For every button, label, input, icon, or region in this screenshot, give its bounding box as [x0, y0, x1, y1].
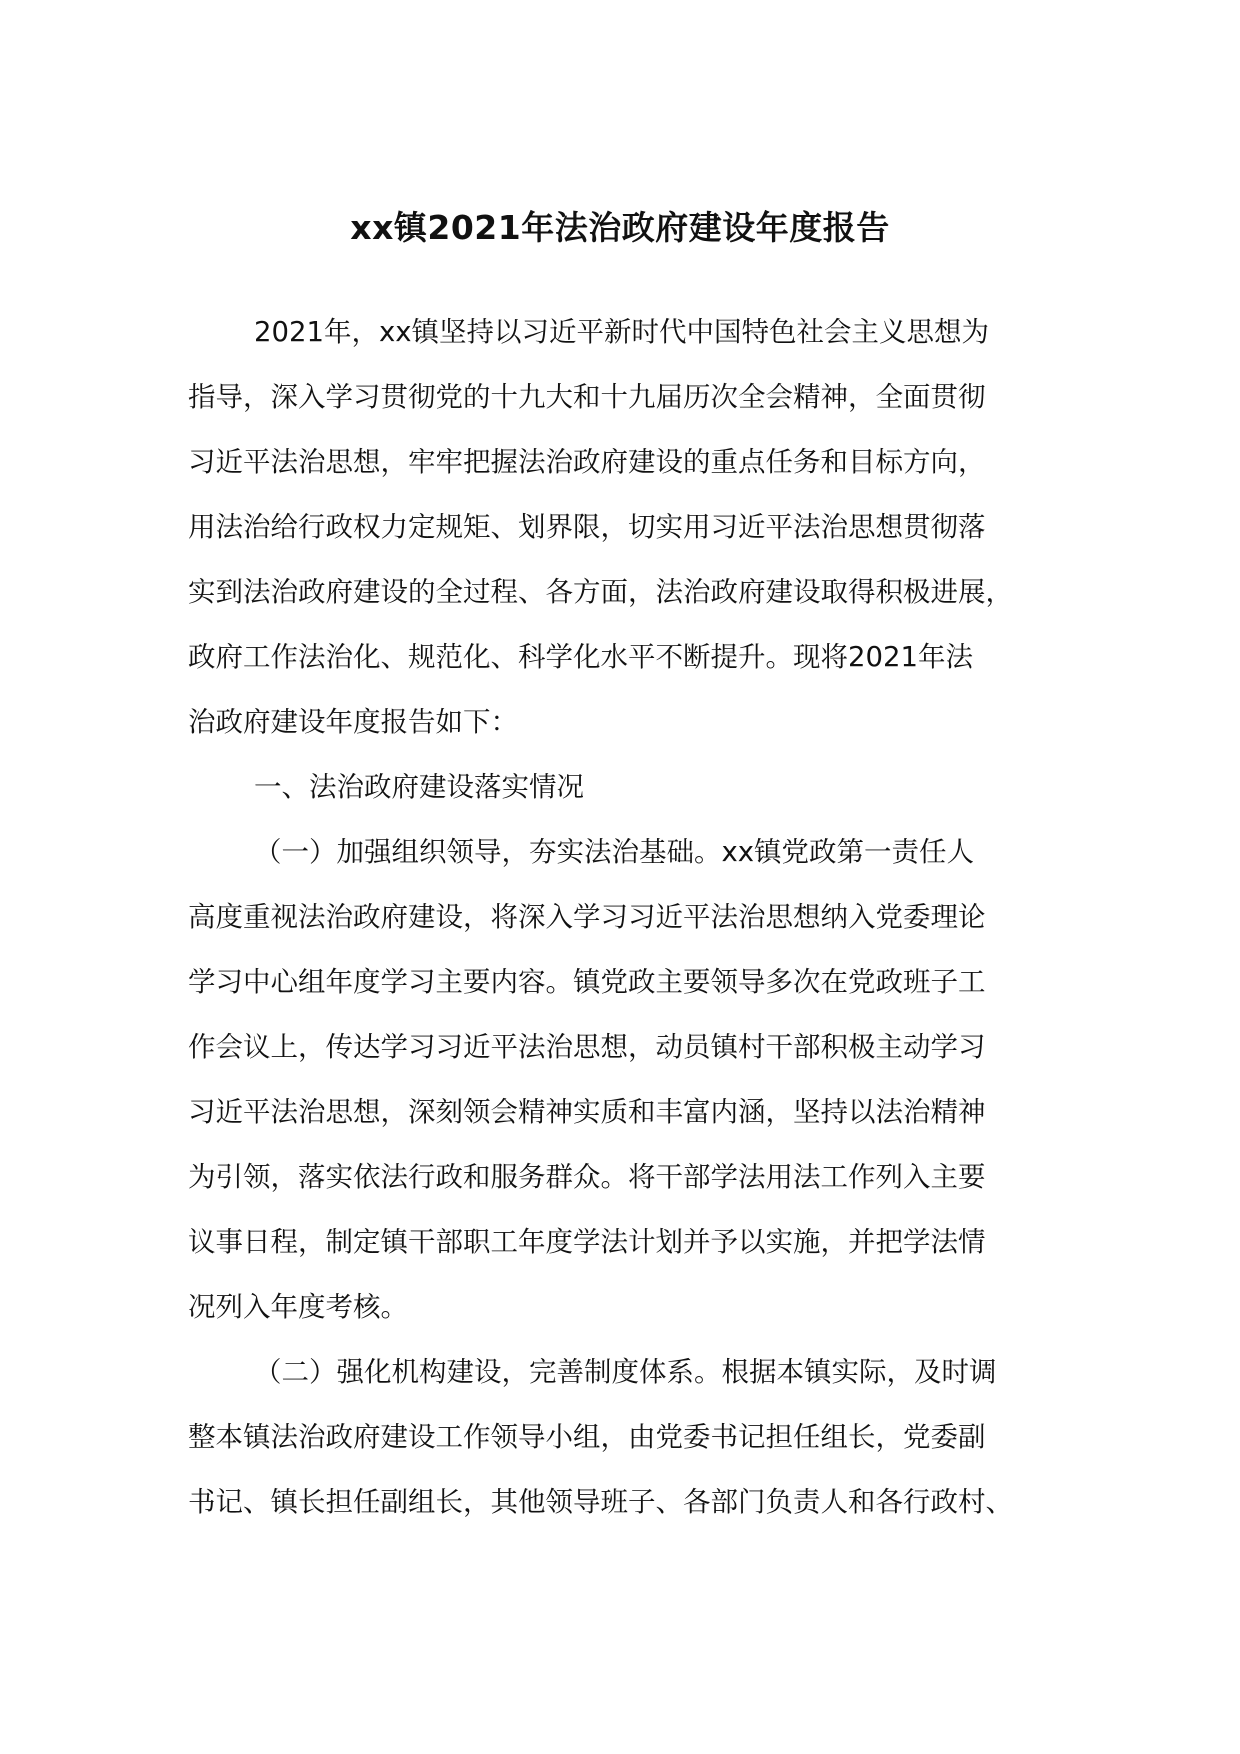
- paragraph-line: 议事日程，制定镇干部职工年度学法计划并予以实施，并把学法情: [188, 1226, 986, 1258]
- paragraph-line: 2021年，xx镇坚持以习近平新时代中国特色社会主义思想为: [254, 316, 990, 348]
- paragraph-line: 治政府建设年度报告如下：: [188, 706, 518, 738]
- paragraph-line: 用法治给行政权力定规矩、划界限，切实用习近平法治思想贯彻落: [188, 511, 986, 543]
- document-title: xx镇2021年法治政府建设年度报告: [350, 208, 890, 247]
- paragraph-line: 为引领，落实依法行政和服务群众。将干部学法用法工作列入主要: [188, 1161, 986, 1193]
- paragraph-line: 高度重视法治政府建设，将深入学习习近平法治思想纳入党委理论: [188, 901, 986, 933]
- paragraph-line: 习近平法治思想，牢牢把握法治政府建设的重点任务和目标方向，: [188, 446, 986, 478]
- paragraph-line: （二）强化机构建设，完善制度体系。根据本镇实际，及时调: [254, 1356, 997, 1388]
- paragraph-line: 书记、镇长担任副组长，其他领导班子、各部门负责人和各行政村、: [188, 1486, 1013, 1518]
- paragraph-line: 作会议上，传达学习习近平法治思想，动员镇村干部积极主动学习: [188, 1031, 986, 1063]
- paragraph-line: 指导，深入学习贯彻党的十九大和十九届历次全会精神，全面贯彻: [188, 381, 986, 413]
- paragraph-line: （一）加强组织领导，夯实法治基础。xx镇党政第一责任人: [254, 836, 975, 868]
- paragraph-line: 学习中心组年度学习主要内容。镇党政主要领导多次在党政班子工: [188, 966, 986, 998]
- document-body: [188, 300, 1054, 1535]
- paragraph-line: 政府工作法治化、规范化、科学化水平不断提升。现将2021年法: [188, 641, 973, 673]
- paragraph-line: 况列入年度考核。: [188, 1291, 408, 1323]
- paragraph-line: 习近平法治思想，深刻领会精神实质和丰富内涵，坚持以法治精神: [188, 1096, 986, 1128]
- section-heading: 一、法治政府建设落实情况: [254, 771, 584, 803]
- paragraph-line: 整本镇法治政府建设工作领导小组，由党委书记担任组长，党委副: [188, 1421, 986, 1453]
- paragraph-line: 实到法治政府建设的全过程、各方面，法治政府建设取得积极进展，: [188, 576, 1013, 608]
